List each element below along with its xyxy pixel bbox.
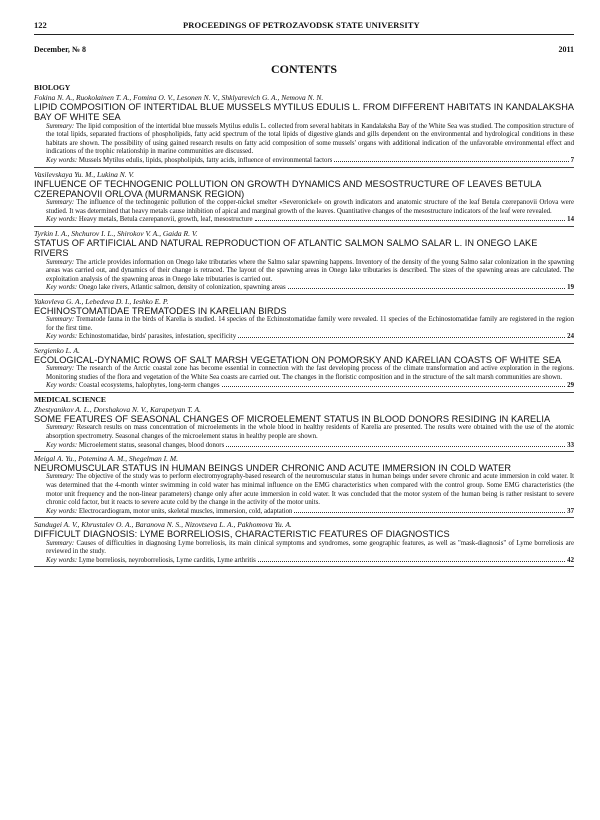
entry-page-number[interactable]: 33 [567,441,574,449]
toc-entry[interactable] [34,405,574,452]
entry-title[interactable]: STATUS OF ARTIFICIAL AND NATURAL REPRODUCTION OF ATLANTIC SALMON SALMO SALAR L. IN ONEGO LAKE RIVERS [34,237,538,259]
section-heading: BIOLOGY [34,83,71,92]
entry-summary [34,424,574,441]
toc-entry[interactable] [34,93,574,168]
entry-summary [34,473,574,507]
entry-title[interactable]: LIPID COMPOSITION OF INTERTIDAL BLUE MUSSELS MYTILUS EDULIS L. FROM DIFFERENT HABITATS IN KANDALAKSHA BAY OF WHITE SEA [34,102,574,123]
keywords-label: Key words: [46,507,78,515]
summary-text: The research of the Arctic coastal zone has become essential in connection with the fast developing process of the climate transformation and active exploration in the regions. Monitoring studies of the flora and vegetation of the White Sea coasts are carried out. The changes in the floristic composition and in the structure of the salt marsh communities are shown. [46,365,574,381]
entry-title[interactable]: INFLUENCE OF TECHNOGENIC POLLUTION ON GROWTH DYNAMICS AND MESOSTRUCTURE OF LEAVES BETULA CZEREPANOVII ORLOVA (MURMANSK REGION) [34,178,541,199]
entry-title[interactable]: ECHINOSTOMATIDAE TREMATODES IN KARELIAN BIRDS [34,305,287,316]
entry-page-number[interactable]: 14 [567,216,574,224]
entry-authors: Meigal A. Yu., Potemina A. M., Shegelman I. M. [34,454,179,464]
keywords-label: Key words: [46,441,78,449]
entry-divider [34,517,574,518]
entry-title[interactable]: NEUROMUSCULAR STATUS IN HUMAN BEINGS UNDER CHRONIC AND ACUTE IMMERSION IN COLD WATER [34,463,512,474]
summary-text: Causes of difficulties in diagnosing Lyme borreliosis, its main clinical symptoms and syndromes, some geographic features, as well as "mask-diagnosis" of Lyme borreliosis are reviewed in the study. [46,539,574,556]
entry-summary [34,316,574,333]
entry-keywords [34,442,574,451]
section-heading: MEDICAL SCIENCE [34,395,106,405]
keywords-text: Heavy metals, Betula czerepanovii, growth, leaf, mesostructure [78,216,253,224]
dot-leader [222,386,566,387]
entry-summary [34,365,574,382]
entry-page-number[interactable]: 24 [567,333,574,341]
entry-authors: Sergienko L. A. [34,345,80,355]
header-rule [34,34,574,35]
summary-text: Trematode fauna in the birds of Karelia is studied. 14 species of the Echinostomatidae family were revealed. 11 species of the Echinostomatidae family are registered in the region for the first time. [46,316,575,332]
entry-title[interactable]: ECOLOGICAL-DYNAMIC ROWS OF SALT MARSH VEGETATION ON POMORSKY AND KARELIAN COASTS OF WHITE SEA [34,354,562,365]
entry-summary [34,123,574,157]
issue-year: 2011 [558,45,574,54]
entry-divider [34,167,574,168]
keywords-label: Key words: [46,216,78,224]
entry-summary [34,259,574,285]
entry-keywords [34,157,574,166]
summary-text: The objective of the study was to perform electromyography-based research of the neuromuscular status in human beings under severe chronic and acute immersion in cold water. It was determined that the 4-month winter swimming in cold water has minimal influence on the EMG characteristics when compared with the control group. Some EMG characteristics (the motor unit frequency and the non-linear parameters) change only after acute immersion in cold water. It was concluded that the motor system of the human being is rather resistant to severe chronic cold factor, but it reacts to severe acute cold by the change in the activity of the motor units. [46,473,574,507]
summary-label: Summary: [46,473,75,481]
summary-label: Summary: [46,316,75,324]
dot-leader [255,220,566,221]
running-head [34,20,574,32]
keywords-label: Key words: [46,382,78,390]
summary-text: The article provides information on Onego lake tributaries where the Salmo salar spawning happens. Inventory of the density of the young Salmo salar colonization in the spawning areas was carried out, and dynamics of their change is retraced. The layout of the spawning areas in Onego lake tributaries is described. The sizes of the spawning areas are calculated. The exploitation analysis of the spawning areas in Onego lake tributaries is carried out. [46,258,574,283]
keywords-label: Key words: [46,284,78,292]
issue-line [34,45,574,54]
keywords-text: Lyme borreliosis, neyroborreliosis, Lyme carditis, Lyme arthritis [78,556,256,564]
entry-authors: Fokina N. A., Ruokolainen T. A., Fomina O. V., Lesonen N. V., Shklyarevich G. A., Nemova N. N. [34,93,324,102]
toc-entry[interactable] [34,297,574,344]
entry-title[interactable]: DIFFICULT DIAGNOSIS: LYME BORRELIOSIS, CHARACTERISTIC FEATURES OF DIAGNOSTICS [34,529,450,540]
table-of-contents [34,83,574,567]
summary-label: Summary: [46,539,75,547]
page-number: 122 [34,20,47,30]
entry-authors: Tyrkin I. A., Shchurov I. L., Shirokov V. A., Gaida R. V. [34,228,198,238]
keywords-text: Echinostomatidae, birds' parasites, infestation, specificity [78,333,237,341]
summary-label: Summary: [46,258,75,266]
entry-keywords [34,284,574,293]
entry-divider [34,392,574,393]
entry-page-number[interactable]: 7 [570,156,574,164]
dot-leader [334,161,568,162]
toc-page [34,0,574,567]
contents-heading: CONTENTS [270,62,338,76]
keywords-label: Key words: [46,156,78,164]
keywords-text: Coastal ecosystems, halophytes, long-term changes [78,382,220,390]
entry-page-number[interactable]: 19 [567,284,574,292]
keywords-label: Key words: [46,333,78,341]
entry-title[interactable]: SOME FEATURES OF SEASONAL CHANGES OF MICROELEMENT STATUS IN BLOOD DONORS RESIDING IN KARELIA [34,414,551,425]
keywords-text: Mussels Mytilus edulis, lipids, phospholipids, fatty acids, influence of environmental factors [78,156,333,164]
dot-leader [288,288,566,289]
entry-divider [34,294,574,295]
entry-keywords [34,216,574,225]
entry-divider [34,343,574,344]
summary-text: The influence of the technogenic pollution of the copper-nickel smelter «Severonickel» on growth indicators and anatomic structure of the leaf Betula czerepanovii Orlova were studied. It was determined that heavy metals cause inhibition of apical and marginal growth of the leaves. Quantitative changes of the mesostructure indicators of the leaf were revealed. [46,199,574,215]
dot-leader [294,512,565,513]
entry-page-number[interactable]: 37 [567,507,574,515]
toc-entry[interactable] [34,229,574,295]
dot-leader [258,561,565,562]
summary-text: The lipid composition of the intertidal blue mussels Mytilus edulis L. collected from several habitats in Kandalaksha Bay of the White Sea was studied. The composition structure of the total lipids, separated fractions of phospholipids, fatty acid spectrum of the total lipids of digestive glands and gills dependent on the environmental and hydrological conditions in these habitats are shown. The possibility of using gained research results on fatty acid composition of some mussels' organs with additional indication of the unfavorable environmental effect and indications of the trophic relationship in marine communities are discussed. [46,122,574,156]
keywords-text: Electrocardiogram, motor units, skeletal muscles, immersion, cold, adaptation [78,507,293,515]
toc-entry[interactable] [34,454,574,518]
entry-authors: Zhestyanikov A. L., Dorshakova N. V., Karapetyan T. A. [34,405,201,415]
entry-keywords [34,382,574,391]
entry-page-number[interactable]: 29 [567,382,574,390]
summary-label: Summary: [46,365,75,373]
journal-title: PROCEEDINGS OF PETROZAVODSK STATE UNIVERSITY [182,20,420,30]
entry-page-number[interactable]: 42 [567,556,574,564]
keywords-text: Onego lake rivers, Atlantic salmon, density of colonization, spawning areas [78,284,286,292]
entry-divider [34,226,574,227]
summary-label: Summary: [46,199,75,207]
keywords-label: Key words: [46,556,78,564]
entry-summary [34,540,574,557]
entry-summary [34,199,574,216]
entry-keywords [34,333,574,342]
dot-leader [226,446,565,447]
toc-entry[interactable] [34,170,574,227]
entry-keywords [34,508,574,517]
summary-label: Summary: [46,122,75,130]
issue-label: December, № 8 [34,45,86,54]
entry-authors: Sandugei A. V., Khrustalev O. A., Baranova N. S., Nizovtseva L. A., Pakhomova Yu. A. [34,520,292,530]
toc-entry[interactable] [34,346,574,393]
summary-label: Summary: [46,424,75,432]
summary-text: Research results on mass concentration of microelements in the whole blood in healthy residents of Karelia are presented. The results were obtained with the use of the atomic absorption spectrometry. Seasonal changes of the microelement status in healthy people are shown. [46,424,574,440]
dot-leader [238,337,565,338]
entry-keywords [34,557,574,566]
entry-divider [34,566,574,567]
toc-entry[interactable] [34,520,574,567]
entry-authors: Yakovleva G. A., Lebedeva D. I., Ieshko E. P. [34,296,169,306]
entry-authors: Vasilevskaya Yu. M., Lukina N. V. [34,169,135,179]
keywords-text: Microelement status, seasonal changes, blood donors [78,441,225,449]
entry-divider [34,451,574,452]
